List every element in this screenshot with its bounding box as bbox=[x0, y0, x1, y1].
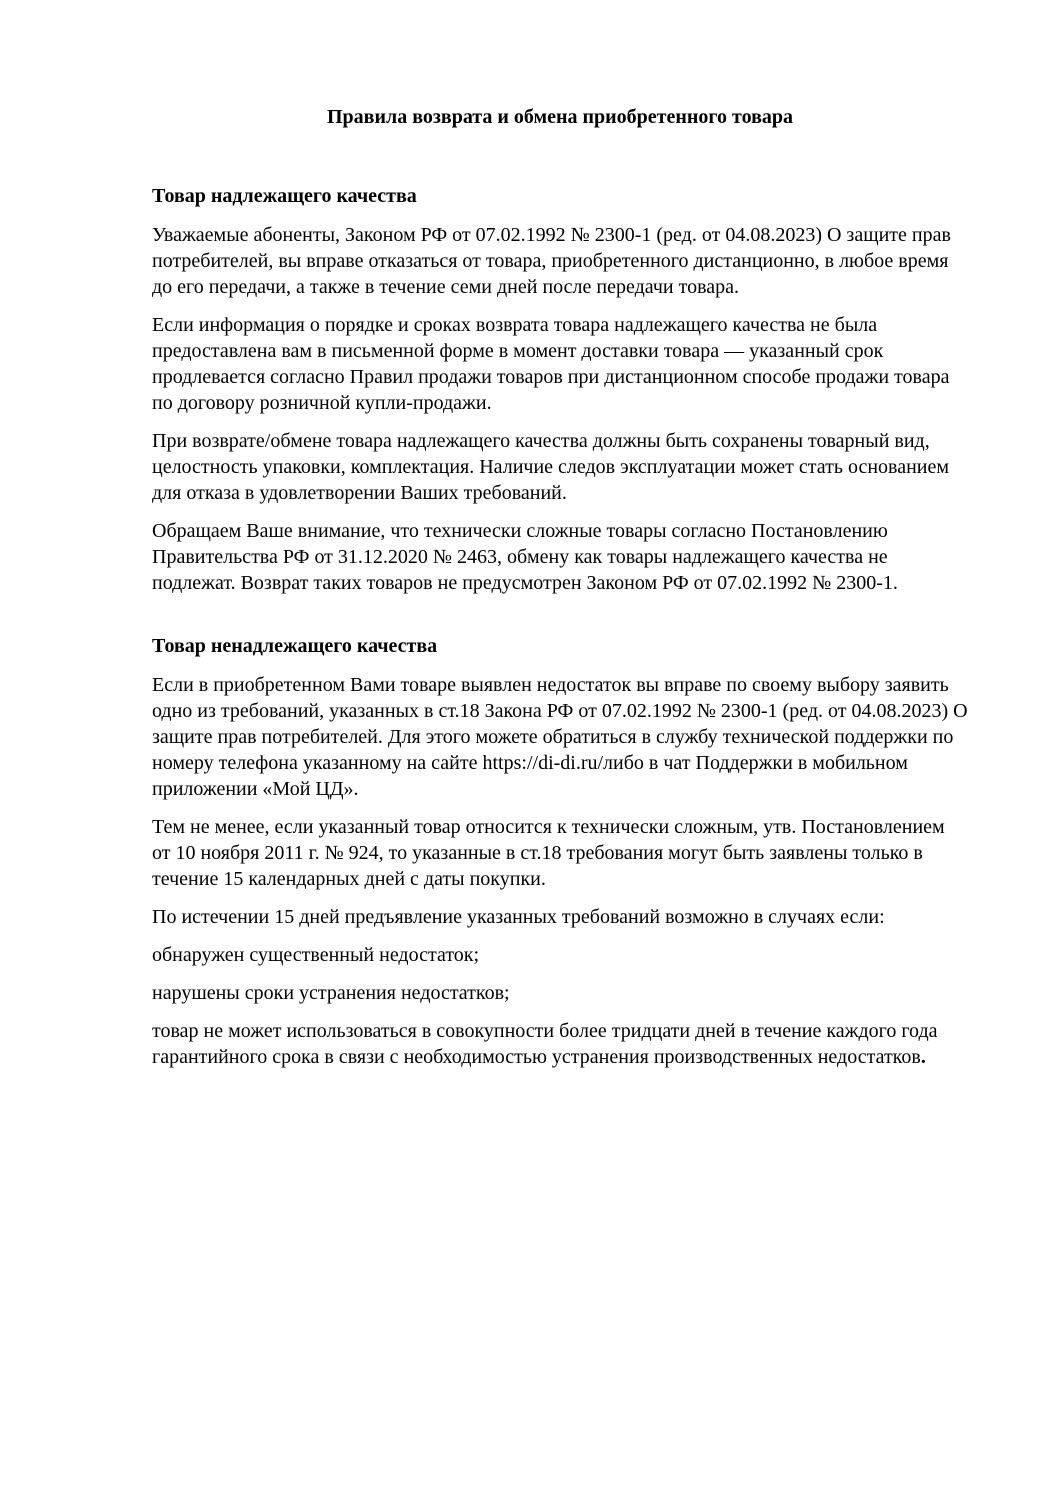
section-improper-quality-heading: Товар ненадлежащего качества bbox=[152, 635, 438, 657]
document-title: Правила возврата и обмена приобретенного товара bbox=[326, 106, 794, 128]
section-improper-quality bbox=[152, 633, 968, 1070]
paragraph: По истечении 15 дней предъявление указанных требований возможно в случаях если: bbox=[152, 906, 885, 928]
paragraph: нарушены сроки устранения недостатков; bbox=[152, 982, 510, 1004]
paragraph: При возврате/обмене товара надлежащего качества должны быть сохранены товарный вид, целостность упаковки, комплектация. Наличие следов эксплуатации может стать основанием для отказа в удовлетворении Ваших требований. bbox=[152, 430, 950, 504]
paragraph: Уважаемые абоненты, Законом РФ от 07.02.1992 № 2300-1 (ред. от 04.08.2023) О защите прав потребителей, вы вправе отказаться от товара, приобретенного дистанционно, в любое время до его передачи, а также в течение семи дней после передачи товара. bbox=[152, 224, 951, 298]
paragraph: Если информация о порядке и сроках возврата товара надлежащего качества не была предоставлена вам в письменной форме в момент доставки товара — указанный срок продлевается согласно Правил продажи товаров при дистанционном способе продажи товара по договору розничной купли-продажи. bbox=[152, 314, 950, 414]
paragraph-final-bold-period: . bbox=[920, 1046, 926, 1068]
paragraph: Тем не менее, если указанный товар относится к технически сложным, утв. Постановлением от 10 ноября 2011 г. № 924, то указанные в ст.18 требования могут быть заявлены только в течение 15 календарных дней с даты покупки. bbox=[152, 816, 945, 890]
paragraph: Если в приобретенном Вами товаре выявлен недостаток вы вправе по своему выбору заявить одно из требований, указанных в ст.18 Закона РФ от 07.02.1992 № 2300-1 (ред. от 04.08.2023) О защите прав потребителей. Для этого можете обратиться в службу технической поддержки по номеру телефона указанному на сайте https://di-di.ru/либо в чат Поддержки в мобильном приложении «Мой ЦД». bbox=[152, 674, 968, 800]
paragraph-final bbox=[152, 1018, 968, 1070]
paragraph-final-text: товар не может использоваться в совокупности более тридцати дней в течение каждого года гарантийного срока в связи с необходимостью устранения производственных недостатков bbox=[152, 1020, 938, 1068]
paragraph: обнаружен существенный недостаток; bbox=[152, 944, 480, 966]
section-proper-quality bbox=[152, 183, 968, 596]
paragraph: Обращаем Ваше внимание, что технически сложные товары согласно Постановлению Правительства РФ от 31.12.2020 № 2463, обмену как товары надлежащего качества не подлежат. Возврат таких товаров не предусмотрен Законом РФ от 07.02.1992 № 2300-1. bbox=[152, 520, 898, 594]
section-proper-quality-heading: Товар надлежащего качества bbox=[152, 185, 417, 207]
